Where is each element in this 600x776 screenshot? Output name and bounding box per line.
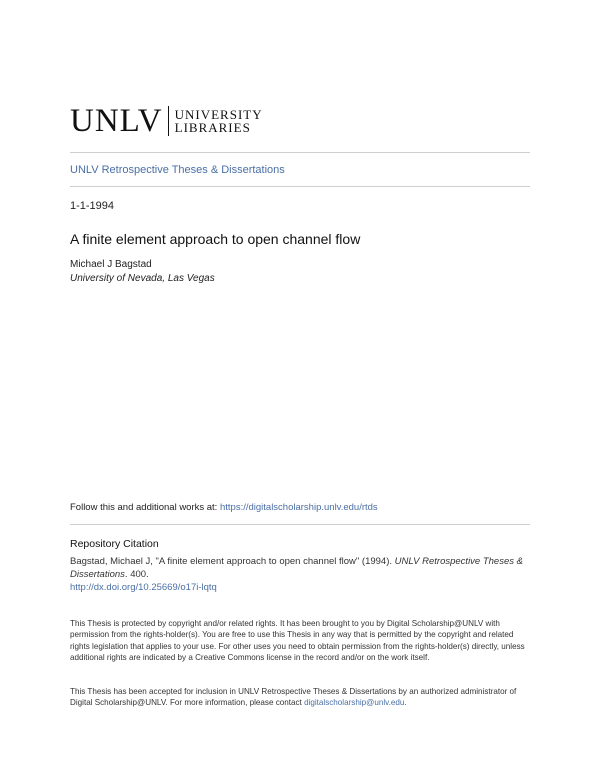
- document-title: A finite element approach to open channel flow: [70, 231, 361, 247]
- publication-date: 1-1-1994: [70, 200, 115, 212]
- logo-mark: UNLV: [70, 102, 163, 139]
- logo-line-university: UNIVERSITY: [174, 107, 263, 122]
- collection-link[interactable]: UNLV Retrospective Theses & Dissertations: [70, 164, 285, 176]
- logo-line-libraries: LIBRARIES: [174, 120, 251, 135]
- logo-words: [175, 108, 263, 134]
- divider-collection: [70, 186, 530, 187]
- divider-top: [70, 152, 530, 153]
- unlv-libraries-logo[interactable]: [70, 104, 263, 138]
- acceptance-notice: [70, 686, 532, 709]
- acceptance-end: .: [404, 698, 407, 708]
- logo-divider: [168, 106, 169, 136]
- citation-number: . 400.: [124, 569, 149, 580]
- author-affiliation: University of Nevada, Las Vegas: [70, 273, 215, 284]
- contact-email-link[interactable]: digitalscholarship@unlv.edu: [304, 698, 405, 708]
- citation-main: Bagstad, Michael J, "A finite element approach to open channel flow" (1994).: [70, 556, 393, 567]
- citation-text: [70, 555, 530, 581]
- divider-follow: [70, 524, 530, 525]
- follow-text: Follow this and additional works at:: [70, 502, 218, 513]
- citation-heading: Repository Citation: [70, 538, 159, 550]
- follow-line: [70, 502, 378, 513]
- author-name: Michael J Bagstad: [70, 259, 152, 270]
- citation-doi-link[interactable]: http://dx.doi.org/10.25669/o17i-lqtq: [70, 582, 217, 593]
- follow-url-link[interactable]: https://digitalscholarship.unlv.edu/rtds: [219, 502, 378, 513]
- acceptance-text: This Thesis has been accepted for inclusion in UNLV Retrospective Theses & Dissertations by an authorized administrator of Digital Scholarship@UNLV. For more information, please contact: [70, 687, 517, 708]
- citation-series: UNLV Retrospective Theses & Dissertations: [70, 556, 523, 580]
- copyright-notice: This Thesis is protected by copyright and/or related rights. It has been brought to you by Digital Scholarship@UNLV with permission from the rights-holder(s). You are free to use this Thesis in any way that is permitted by the copyright and related rights legislation that applies to your use. For other uses you need to obtain permission from the rights-holder(s) directly, unless additional rights are indicated by a Creative Commons license in the record and/or on the work itself.: [70, 619, 525, 663]
